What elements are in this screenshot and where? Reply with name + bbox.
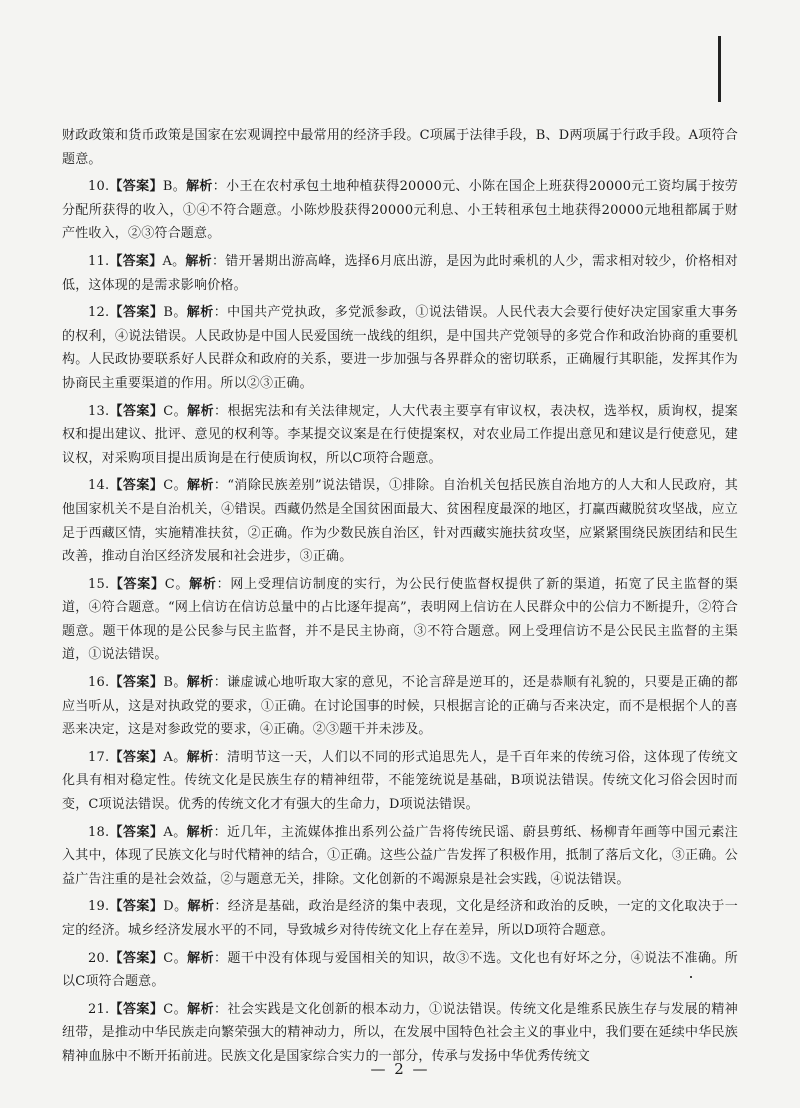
answer-tag: 【答案】 [109,675,164,691]
explanation-item [62,400,738,471]
answer-explanations [62,124,738,1073]
question-number: 12. [88,305,110,321]
answer-tag: 【答案】 [109,899,164,915]
answer-letter: B。 [162,179,187,195]
answer-letter: B。 [163,675,187,691]
explanation-item [62,250,738,297]
explanation-text: ：经济是基础，政治是经济的集中表现，文化是经济和政治的反映，一定的文化取决于一定的经济。城乡经济发展水平的不同，导致城乡对待传统文化上存在差异，所以D项符合题意。 [62,899,739,938]
answer-letter: A。 [163,749,187,765]
explanation-item [62,474,738,568]
answer-letter: C。 [164,576,190,592]
explanation-item [62,746,738,817]
answer-letter: B。 [163,305,187,321]
explanation-tag: 解析 [187,950,215,966]
answer-tag: 【答案】 [109,824,164,840]
answer-tag: 【答案】 [109,253,163,269]
explanation-text: ：清明节这一天，人们以不同的形式追思先人，是千百年来的传统习俗，这体现了传统文化具有相对稳定性。传统文化是民族生存的精神纽带，不能笼统说是基础，B项说法错误。传统文化习俗会因时而变，C项说法错误。优秀的传统文化才有强大的生命力，D项说法错误。 [62,749,738,813]
explanation-item [62,573,738,667]
explanation-item [62,821,738,892]
explanation-tag: 解析 [187,899,215,915]
scan-edge-mark [718,36,721,102]
question-number: 16. [88,675,110,691]
page-number: — 2 — [370,1060,430,1078]
explanation-item [62,301,738,395]
question-number: 18. [88,824,110,840]
explanation-tag: 解析 [186,675,214,691]
question-number: 11. [88,253,110,269]
question-number: 10. [88,179,110,195]
explanation-item [62,998,738,1069]
explanation-tag: 解析 [186,305,214,321]
explanation-tag: 解析 [186,179,213,195]
question-number: 20. [88,950,110,966]
explanation-item [62,175,738,246]
intro-paragraph: 财政政策和货币政策是国家在宏观调控中最常用的经济手段。C项属于法律手段，B、D两项属于行政手段。A项符合题意。 [62,128,738,167]
answer-letter: C。 [163,478,188,494]
explanation-text: ：网上受理信访制度的实行，为公民行使监督权提供了新的渠道，拓宽了民主监督的渠道，④符合题意。“网上信访在信访总量中的占比逐年提高”，表明网上信访在人民群众中的公信力不断提升，②符合题意。题干体现的是公民参与民主监督，并不是民主协商，③不符合题意。网上受理信访不是公民民主监督的主渠道，①说法错误。 [62,576,738,663]
answer-letter: A。 [163,824,187,840]
answer-tag: 【答案】 [109,950,164,966]
explanation-text: ：近几年，主流媒体推出系列公益广告将传统民谣、蔚县剪纸、杨柳青年画等中国元素注入其中，体现了民族文化与时代精神的结合，①正确。这些公益广告发挥了积极作用，抵制了落后文化，③正确。公益广告注重的是社会效益，②与题意无关，排除。文化创新的不竭源泉是社会实践，④说法错误。 [62,824,738,887]
answer-letter: C。 [163,403,188,419]
explanation-item [62,895,738,942]
question-number: 17. [88,749,110,765]
explanation-text: ：错开暑期出游高峰，选择6月底出游，是因为此时乘机的人少，需求相对较少，价格相对低，这体现的是需求影响价格。 [62,253,738,293]
explanation-item [62,947,738,994]
question-number: 19. [88,899,110,915]
explanation-tag: 解析 [187,478,214,494]
explanation-tag: 解析 [185,253,212,269]
answer-letter: D。 [163,899,188,915]
answer-letter: C。 [163,950,188,966]
answer-tag: 【答案】 [109,179,163,195]
answer-letter: C。 [163,1001,188,1017]
explanation-tag: 解析 [189,576,217,592]
explanation-tag: 解析 [187,1001,215,1017]
explanation-tag: 解析 [186,749,214,765]
question-number: 21. [88,1001,110,1017]
explanation-text: ：根据宪法和有关法律规定，人大代表主要享有审议权，表决权，选举权，质询权，提案权和提出建议、批评、意见的权利等。李某提交议案是在行使提案权，对农业局工作提出意见和建议是行使意见，建议权，对采购项目提出质询是在行使质询权，所以C项符合题意。 [62,403,738,466]
question-number: 14. [88,478,110,494]
answer-tag: 【答案】 [109,749,164,765]
question-number: 15. [88,576,110,592]
explanation-text: ：小王在农村承包土地种植获得20000元、小陈在国企上班获得20000元工资均属于按劳分配所获得的收入，①④不符合题意。小陈炒股获得20000元利息、小王转租承包土地获得20000元地租都属于财产性收入，②③符合题意。 [62,179,738,242]
answer-tag: 【答案】 [109,576,165,592]
explanation-item [62,671,738,742]
explanation-list [62,175,738,1068]
answer-tag: 【答案】 [109,403,164,419]
answer-letter: A。 [162,253,186,269]
explanation-text: ：社会实践是文化创新的根本动力，①说法错误。传统文化是维系民族生存与发展的精神纽带，是推动中华民族走向繁荣强大的精神动力，所以，在发展中国特色社会主义的事业中，我们要在延续中华民族精神血脉中不断开拓前进。民族文化是国家综合实力的一部分，传承与发扬中华优秀传统文 [62,1001,738,1064]
answer-tag: 【答案】 [109,478,164,494]
explanation-tag: 解析 [187,403,215,419]
explanation-text: ：题干中没有体现与爱国相关的知识，故③不选。文化也有好坏之分，④说法不准确。所以C项符合题意。 [62,950,738,990]
explanation-text: ：中国共产党执政，多党派参政，①说法错误。人民代表大会要行使好决定国家重大事务的权利，④说法错误。人民政协是中国人民爱国统一战线的组织，是中国共产党领导的多党合作和政治协商的重要机构。人民政协要联系好人民群众和政府的关系，要进一步加强与各界群众的密切联系，正确履行其职能，发挥其作为协商民主重要渠道的作用。所以②③正确。 [62,305,738,391]
explanation-text: ：谦虚诚心地听取大家的意见，不论言辞是逆耳的，还是恭顺有礼貌的，只要是正确的都应当听从，这是对执政党的要求，①正确。在讨论国事的时候，只根据言论的正确与否来决定，而不是根据个人的喜恶来决定，这是对参政党的要求，④正确。②③题干并未涉及。 [62,675,738,738]
explanation-text: ：“消除民族差别”说法错误，①排除。自治机关包括民族自治地方的人大和人民政府，其他国家机关不是自治机关，④错误。西藏仍然是全国贫困面最大、贫困程度最深的地区，打赢西藏脱贫攻坚战，应立足于西藏区情，实施精准扶贫，②正确。作为少数民族自治区，针对西藏实施扶贫攻坚，应紧紧围绕民族团结和民生改善，推动自治区经济发展和社会进步，③正确。 [62,478,738,565]
explanation-tag: 解析 [186,824,214,840]
answer-tag: 【答案】 [109,305,164,321]
answer-tag: 【答案】 [109,1001,164,1017]
question-number: 13. [88,403,110,419]
